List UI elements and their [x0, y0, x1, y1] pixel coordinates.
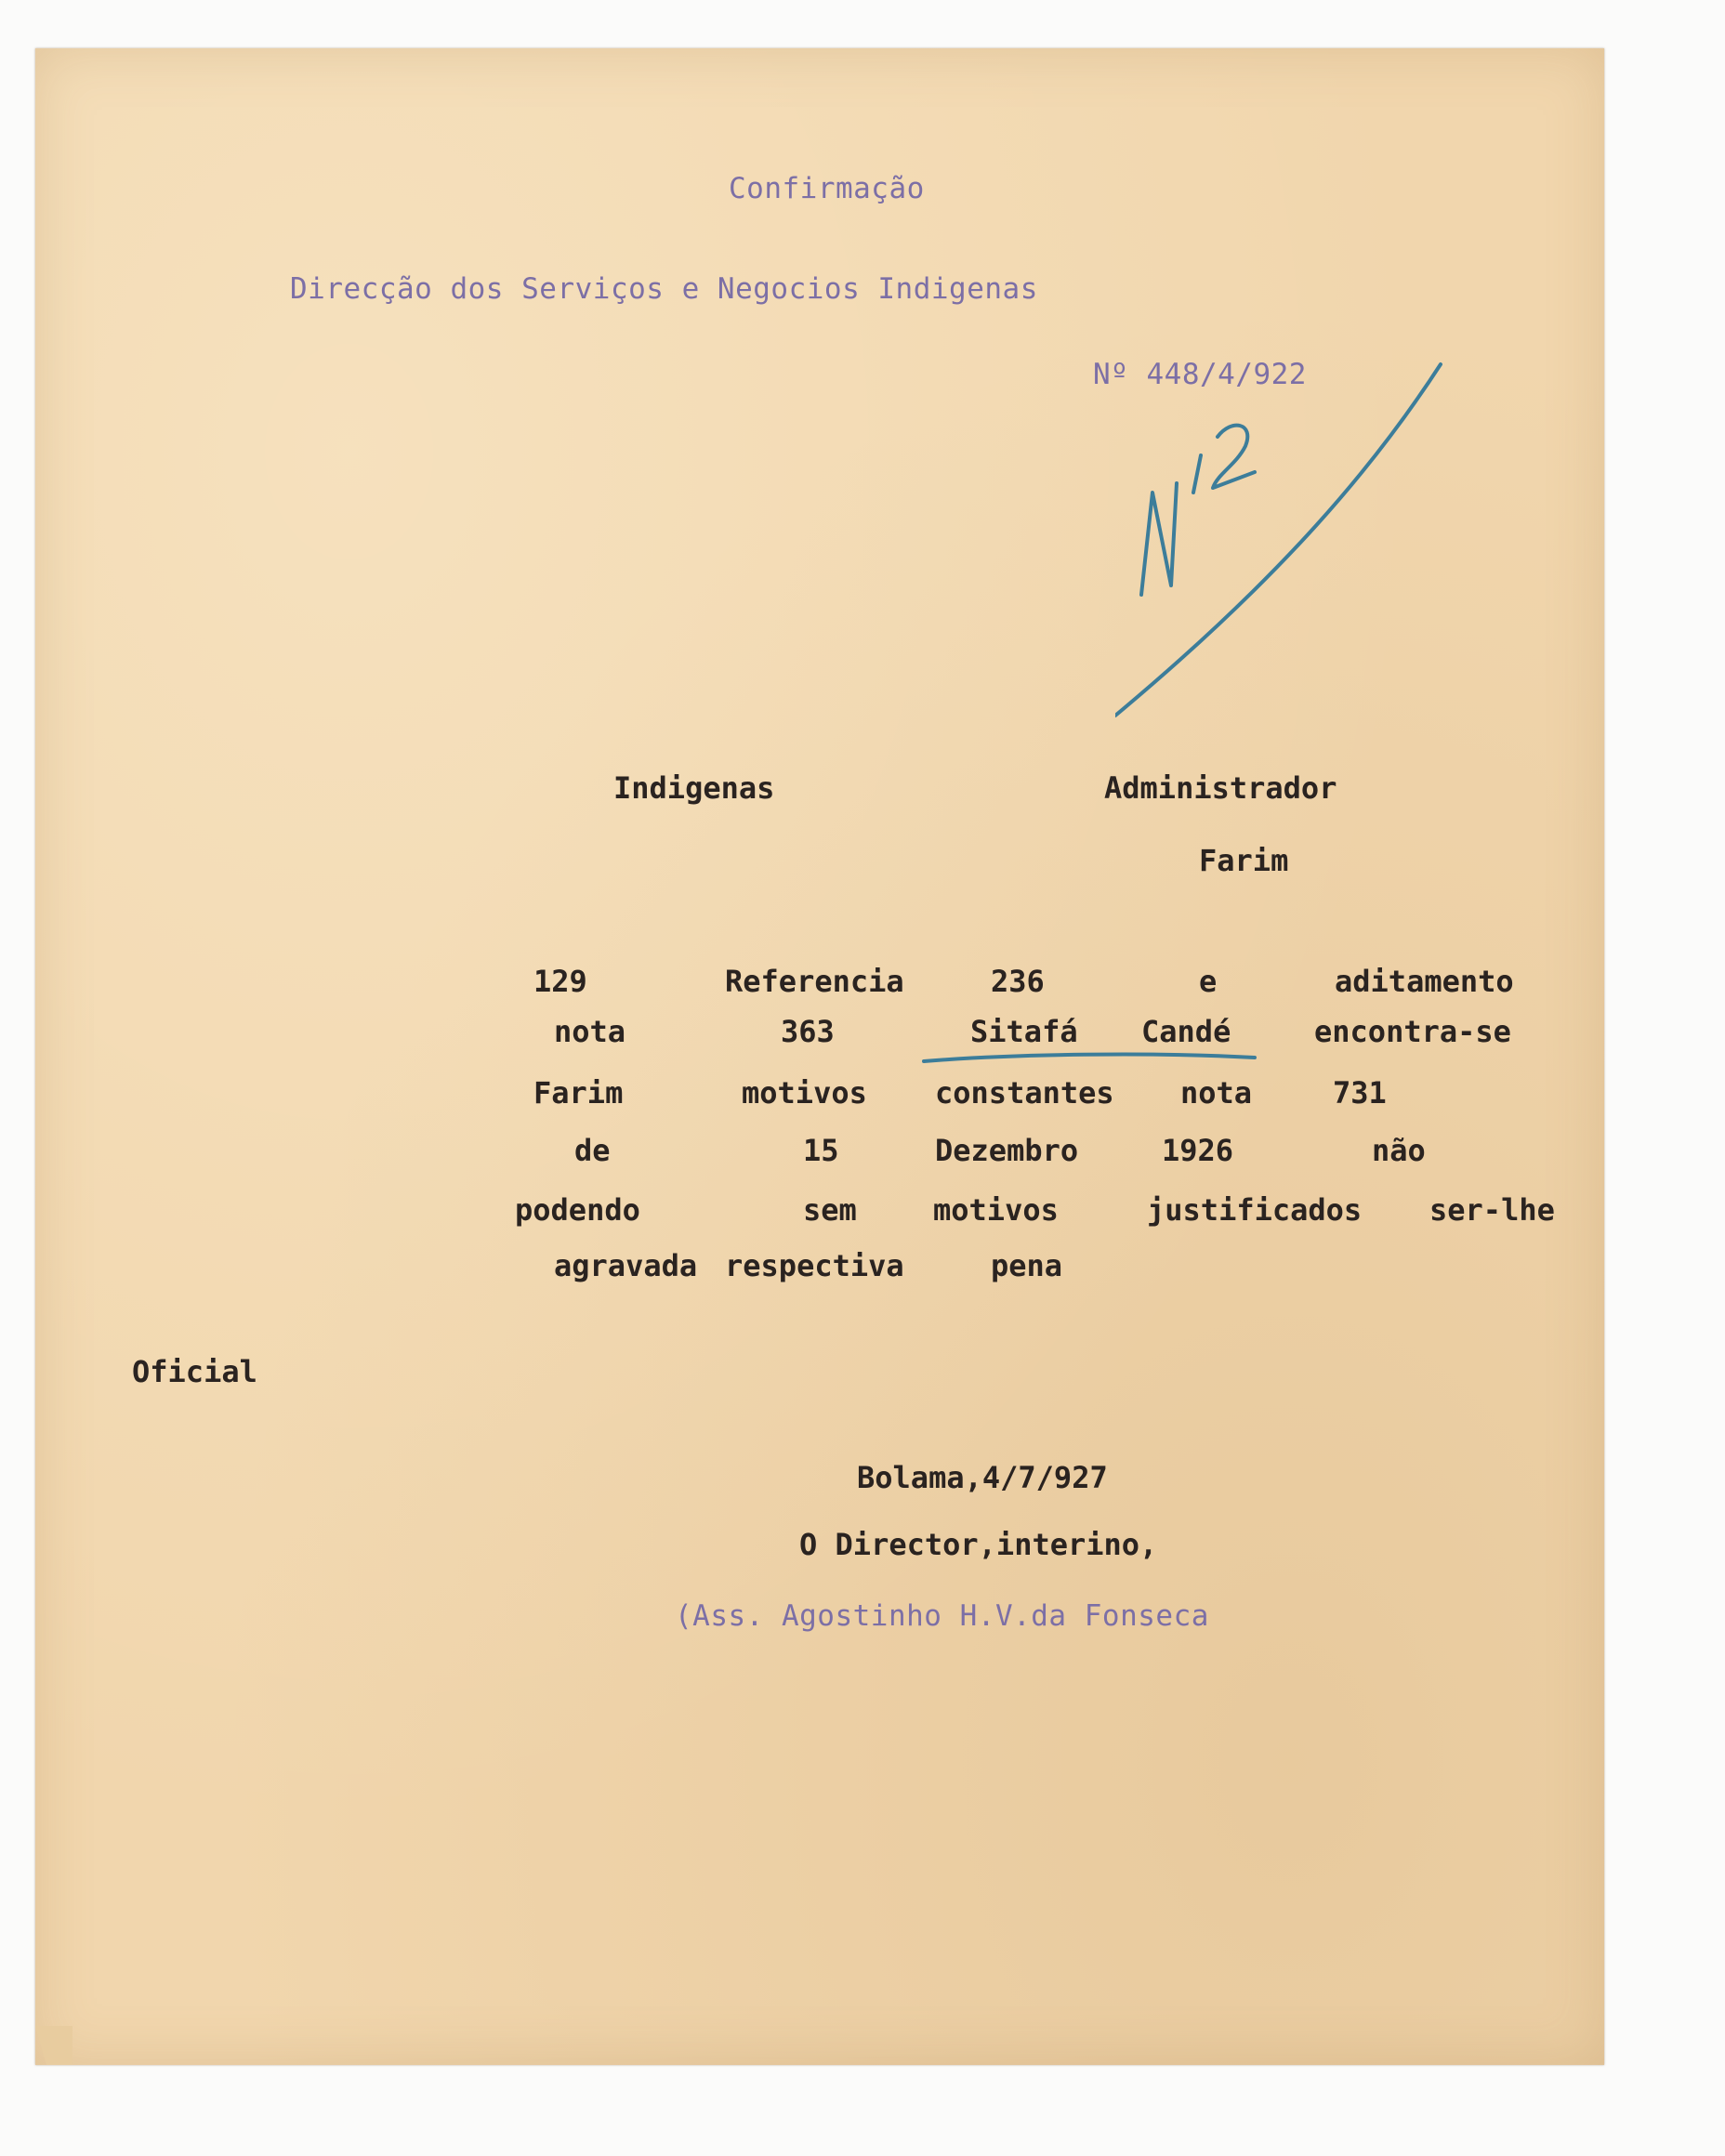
department-name: Direcção dos Serviços e Negocios Indigenas	[290, 272, 1038, 306]
word: 129	[533, 964, 587, 999]
word: nota	[554, 1014, 626, 1049]
word: podendo	[515, 1192, 640, 1228]
word: aditamento	[1335, 964, 1514, 999]
word: 236	[991, 964, 1045, 999]
word: constantes	[935, 1075, 1114, 1111]
word: justificados	[1147, 1192, 1363, 1228]
word: não	[1372, 1133, 1426, 1168]
document-heading: Confirmação	[729, 172, 925, 205]
subject-label: Indigenas	[613, 770, 775, 806]
word: Referencia	[725, 964, 904, 999]
word: e	[1199, 964, 1218, 999]
word: agravada	[554, 1248, 698, 1283]
signatory-title: O Director,interino,	[799, 1527, 1158, 1562]
word: 1926	[1162, 1133, 1234, 1168]
paper-sheet	[35, 48, 1604, 2065]
recipient-label: Administrador	[1104, 770, 1337, 806]
word: Candé	[1141, 1014, 1231, 1049]
signature-line: (Ass. Agostinho H.V.da Fonseca	[675, 1599, 1209, 1633]
word: motivos	[933, 1192, 1059, 1228]
classification-label: Oficial	[132, 1354, 257, 1389]
word: nota	[1180, 1075, 1253, 1111]
word: ser-lhe	[1429, 1192, 1555, 1228]
word: pena	[991, 1248, 1063, 1283]
place-date: Bolama,4/7/927	[857, 1460, 1108, 1495]
word: encontra-se	[1314, 1014, 1511, 1049]
word: Dezembro	[935, 1133, 1079, 1168]
word: 731	[1333, 1075, 1387, 1111]
word: 15	[803, 1133, 839, 1168]
word: respectiva	[725, 1248, 904, 1283]
word: motivos	[742, 1075, 867, 1111]
reference-number: Nº 448/4/922	[1093, 358, 1307, 391]
word: sem	[803, 1192, 857, 1228]
word: Farim	[533, 1075, 624, 1111]
pencil-underline	[920, 1046, 1264, 1069]
handwritten-number-mark	[1115, 353, 1468, 725]
place-label: Farim	[1199, 843, 1289, 878]
word: 363	[781, 1014, 835, 1049]
word: Sitafá	[970, 1014, 1078, 1049]
word: de	[574, 1133, 611, 1168]
